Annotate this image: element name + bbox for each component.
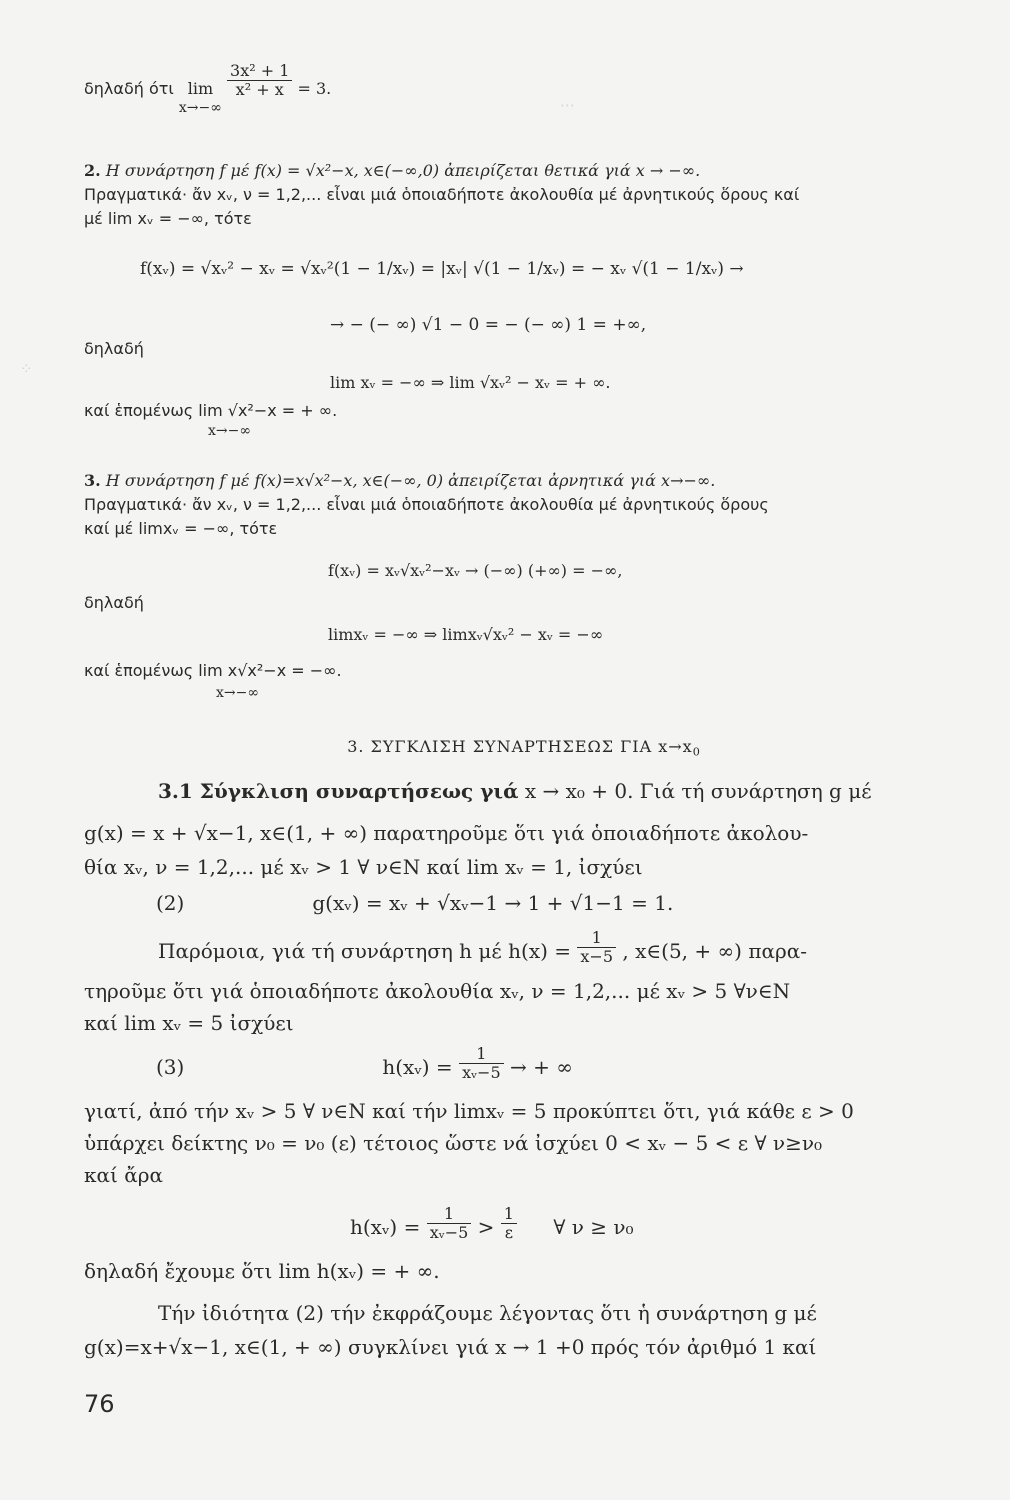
lim-subscript: x→−∞ (208, 423, 252, 439)
text-line: καί lim xᵥ = 5 ἰσχύει (84, 1011, 294, 1035)
example-statement: Η συνάρτηση f μέ f(x) = √x²−x, x∈(−∞,0) ἀπειρίζεται θετικά γιά x → −∞. (105, 161, 701, 180)
bleed-through-mark: ⋯ (560, 96, 575, 114)
text-span: Παρόμοια, γιά τή συνάρτηση h μέ h(x) = (158, 939, 572, 963)
fraction (577, 929, 616, 965)
page-number: 76 (84, 1390, 115, 1418)
display-equation: limxᵥ = −∞ ⇒ limxᵥ√xᵥ² − xᵥ = −∞ (328, 625, 604, 644)
section-heading-text: 3. ΣΥΓΚΛΙΣΗ ΣΥΝΑΡΤΗΣΕΩΣ ΓΙΑ x→x (347, 737, 693, 756)
text-line: δηλαδή (84, 593, 144, 612)
display-equation: f(xᵥ) = √xᵥ² − xᵥ = √xᵥ²(1 − 1/xᵥ) = |xᵥ| √(1 − 1/xᵥ) = − xᵥ √(1 − 1/xᵥ) → (140, 259, 744, 279)
lim-subscript: x→−∞ (216, 685, 260, 701)
equation-tail: = 3. (297, 79, 332, 98)
text-line: Πραγματικά· ἄν xᵥ, ν = 1,2,... εἶναι μιά ὁποιαδήποτε ἀκολουθία μέ ἀρνητικούς ὅρους καί (84, 185, 800, 204)
example-3-title (84, 470, 964, 492)
fraction-numerator: 3x² + 1 (227, 62, 292, 81)
fraction-denominator: xᵥ−5 (462, 1063, 501, 1082)
limit-result-line (84, 61, 964, 116)
text-span: δηλαδή ότι (84, 79, 174, 98)
text-span: > (477, 1215, 495, 1239)
equation-label: (2) (156, 891, 185, 915)
example-statement: Η συνάρτηση f μέ f(x)=x√x²−x, x∈(−∞, 0) ἀπειρίζεται ἀρνητικά γιά x→−∞. (105, 471, 716, 490)
fraction-numerator: 1 (459, 1045, 504, 1064)
text-line: Πραγματικά· ἄν xᵥ, ν = 1,2,... εἶναι μιά ὁποιαδήποτε ἀκολουθία μέ ἀρνητικούς ὅρους (84, 495, 769, 514)
text-line: g(x) = x + √x−1, x∈(1, + ∞) παρατηροῦμε ὅτι γιά ὁποιαδήποτε ἀκολου- (84, 821, 809, 845)
text-line: καί ἄρα (84, 1163, 163, 1187)
text-span: h(xᵥ) = (350, 1215, 421, 1239)
fraction-numerator: 1 (501, 1205, 517, 1224)
paragraph-line (158, 928, 964, 966)
text-line: μέ lim xᵥ = −∞, τότε (84, 209, 252, 228)
section-heading-subscript: 0 (692, 745, 701, 759)
text-span: h(xᵥ) = (382, 1055, 453, 1079)
fraction (427, 1205, 472, 1241)
example-number: 2. (84, 161, 101, 180)
display-equation: lim xᵥ = −∞ ⇒ lim √xᵥ² − xᵥ = + ∞. (330, 373, 611, 392)
conclusion-line (84, 400, 964, 422)
fraction-numerator: 1 (577, 929, 616, 948)
text-line: δηλαδή (84, 339, 144, 358)
text-span: → + ∞ (510, 1055, 573, 1079)
fraction (459, 1045, 504, 1081)
display-equation: → − (− ∞) √1 − 0 = − (− ∞) 1 = +∞, (330, 315, 647, 335)
text-line: γιατί, ἀπό τήν xᵥ > 5 ∀ ν∈N καί τήν limxᵥ = 5 προκύπτει ὅτι, γιά κάθε ε > 0 (84, 1099, 854, 1123)
bleed-through-mark: ⁘ (20, 360, 33, 378)
text-span: x → x₀ + 0. Γιά τή συνάρτηση g μέ (524, 779, 872, 803)
lim-subscript: x→−∞ (178, 100, 222, 116)
subsection-title: 3.1 Σύγκλιση συναρτήσεως γιά (158, 779, 519, 803)
fraction (227, 62, 292, 98)
fraction-denominator: xᵥ−5 (429, 1223, 469, 1242)
text-line: ὑπάρχει δείκτης ν₀ = ν₀ (ε) τέτοιος ὥστε νά ἰσχύει 0 < xᵥ − 5 < ε ∀ ν≥ν₀ (84, 1131, 823, 1155)
text-line: τηροῦμε ὅτι γιά ὁποιαδήποτε ἀκολουθία xᵥ, ν = 1,2,... μέ xᵥ > 5 ∀ν∈N (84, 979, 791, 1003)
text-span: καί ἑπομένως lim √x²−x = + ∞. (84, 401, 338, 420)
text-line: δηλαδή ἔχουμε ὅτι lim h(xᵥ) = + ∞. (84, 1259, 440, 1283)
text-line: g(x)=x+√x−1, x∈(1, + ∞) συγκλίνει γιά x → 1 +0 πρός τόν ἀριθμό 1 καί (84, 1335, 817, 1359)
section-heading (84, 736, 964, 763)
text-line: καί μέ limxᵥ = −∞, τότε (84, 519, 278, 538)
subsection-title-line (158, 776, 964, 806)
limit-expression (179, 78, 222, 116)
text-span: , x∈(5, + ∞) παρα- (622, 939, 808, 963)
example-2-title (84, 160, 964, 182)
text-line: Τήν ἰδιότητα (2) τήν ἐκφράζουμε λέγοντας ὅτι ἡ συνάρτηση g μέ (158, 1301, 817, 1325)
display-equation: f(xᵥ) = xᵥ√xᵥ²−xᵥ → (−∞) (+∞) = −∞, (328, 561, 623, 580)
fraction-denominator: x−5 (580, 947, 613, 966)
text-line: θία xᵥ, ν = 1,2,... μέ xᵥ > 1 ∀ ν∈N καί lim xᵥ = 1, ἰσχύει (84, 855, 643, 879)
fraction-numerator: 1 (427, 1205, 472, 1224)
equation-label: (3) (156, 1055, 185, 1079)
equation-3-line (84, 1044, 964, 1082)
fraction (501, 1205, 517, 1241)
equation-4-line (350, 1204, 970, 1242)
fraction-denominator: x² + x (235, 80, 284, 99)
equation-2-line (84, 888, 964, 918)
display-equation: g(xᵥ) = xᵥ + √xᵥ−1 → 1 + √1−1 = 1. (312, 891, 674, 915)
fraction-denominator: ε (504, 1223, 513, 1242)
example-number: 3. (84, 471, 101, 490)
text-span: ∀ ν ≥ ν₀ (553, 1215, 634, 1239)
conclusion-line: καί ἑπομένως lim x√x²−x = −∞. (84, 661, 342, 680)
lim-label: lim (187, 79, 214, 98)
